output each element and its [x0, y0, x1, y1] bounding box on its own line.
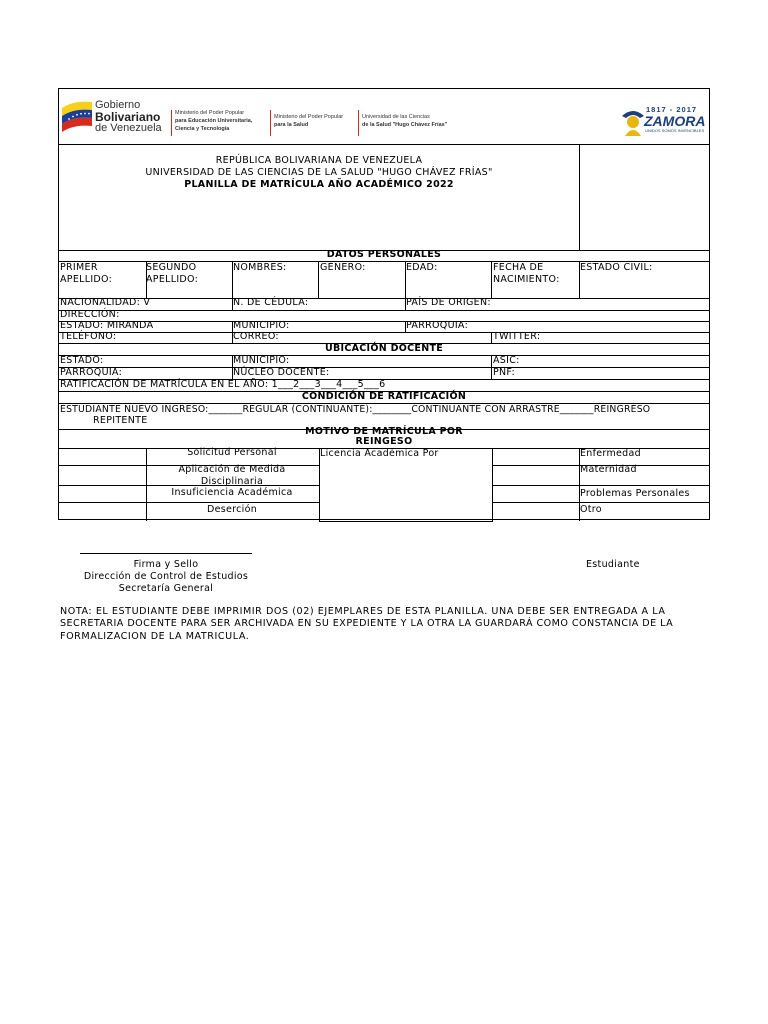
- label-genero: GÉNERO:: [320, 262, 366, 273]
- zamora-name: ZAMORA: [644, 113, 706, 129]
- firma-secretaria: Secretaría General: [118, 583, 214, 594]
- zamora-sub: UNIDOS SOMOS INVENCIBLES: [645, 128, 705, 133]
- label-nucleo: NÚCLEO DOCENTE:: [233, 367, 330, 378]
- zamora-years: 1817 - 2017: [646, 105, 698, 114]
- title-planilla: PLANILLA DE MATRÍCULA AÑO ACADÉMICO 2022: [184, 179, 454, 190]
- label-cedula: N. DE CÉDULA:: [233, 297, 309, 308]
- title-university: UNIVERSIDAD DE LAS CIENCIAS DE LA SALUD "HUGO CHÁVEZ FRÍAS": [145, 167, 493, 178]
- section-ubicacion-docente: UBICACIÓN DOCENTE: [324, 343, 444, 354]
- firma-direccion: Dirección de Control de Estudios: [83, 571, 249, 582]
- ministry2-line2: para la Salud: [274, 122, 309, 128]
- label-nacionalidad: NACIONALIDAD: V: [60, 297, 151, 308]
- label-segundo: SEGUNDO: [146, 262, 197, 273]
- motivo-insuficiencia: Insuficiencia Académica: [171, 487, 293, 498]
- nota-line1: NOTA: EL ESTUDIANTE DEBE IMPRIMIR DOS (02) EJEMPLARES DE ESTA PLANILLA. UNA DEBE SER ENTREGADA A LA: [60, 606, 666, 617]
- label-asic: ASIC:: [493, 355, 520, 366]
- motivo-aplicacion2: Disciplinaria: [200, 476, 264, 487]
- label-estado-civil: ESTADO CIVIL:: [580, 262, 653, 273]
- label-pais: PAÍS DE ORIGEN:: [406, 297, 491, 308]
- ministry1-line3: Ciencia y Tecnología: [175, 126, 230, 132]
- motivo-maternidad: Maternidad: [580, 464, 637, 475]
- label-ratificacion: RATIFICACIÓN DE MATRÍCULA EN EL AÑO: 1___2___3___4___5___6: [60, 379, 386, 390]
- label-twitter: TWITTER:: [493, 331, 541, 342]
- ministry1-line2: para Educación Universitaria,: [175, 118, 253, 124]
- motivo-solicitud: Solicitud Personal: [187, 447, 277, 458]
- motivo-aplicacion1: Aplicación de Medida: [178, 464, 286, 475]
- ministry1-line1: Ministerio del Poder Popular: [175, 110, 245, 116]
- label-primer: PRIMER: [60, 262, 98, 273]
- label-municipio: MUNICIPIO:: [233, 320, 290, 331]
- label-ub-estado: ESTADO:: [60, 355, 104, 366]
- motivo-problemas: Problemas Personales: [580, 488, 690, 499]
- label-parroquia: PARROQUIA:: [406, 320, 469, 331]
- section-condicion: CONDICIÓN DE RATIFICACIÓN: [301, 391, 467, 402]
- signature-line: [80, 553, 252, 554]
- label-edad: EDAD:: [406, 262, 438, 273]
- title-republic: REPÚBLICA BOLIVARIANA DE VENEZUELA: [215, 155, 423, 166]
- motivo-licencia: Licencia Académica Por: [320, 448, 439, 459]
- condicion-repitente: REPITENTE: [93, 415, 148, 426]
- nota-line3: FORMALIZACION DE LA MATRICULA.: [60, 631, 250, 642]
- firma-sello: Firma y Sello: [133, 559, 199, 570]
- label-ub-municipio: MUNICIPIO:: [233, 355, 290, 366]
- section-motivo-line1: MOTIVO DE MATRÍCULA POR: [305, 426, 463, 437]
- university-line2: de la Salud "Hugo Chávez Frías": [362, 122, 448, 128]
- label-nombres: NOMBRES:: [233, 262, 287, 273]
- condicion-options: ESTUDIANTE NUEVO INGRESO:_______REGULAR (CONTINUANTE):________CONTINUANTE CON ARRASTRE_______REINGRESO: [60, 404, 651, 415]
- label-nacimiento: NACIMIENTO:: [493, 274, 560, 285]
- label-ub-parroquia: PARROQUIA:: [60, 367, 123, 378]
- motivo-otro: Otro: [580, 504, 602, 515]
- label-direccion: DIRECCIÓN:: [60, 309, 120, 320]
- label-fecha: FECHA DE: [493, 262, 544, 273]
- label-correo: CORREO:: [233, 331, 279, 342]
- section-motivo-line2: REINGESO: [355, 436, 413, 447]
- gov-line3: de Venezuela: [95, 122, 162, 134]
- label-pnf: PNF:: [493, 367, 515, 378]
- label-estado: ESTADO: MIRANDA: [60, 320, 154, 331]
- motivo-desercion: Deserción: [206, 504, 258, 515]
- ministry2-line1: Ministerio del Poder Popular: [274, 114, 344, 120]
- label-telefono: TELÉFONO:: [60, 331, 117, 342]
- label-segundo-apellido: APELLIDO:: [146, 274, 199, 285]
- nota-line2: SECRETARIA DOCENTE PARA SER ARCHIVADA EN SU EXPEDIENTE Y LA OTRA LA GUARDARÁ COMO CONSTANCIA DE LA: [60, 618, 674, 629]
- label-primer-apellido: APELLIDO:: [60, 274, 113, 285]
- gov-line1: Gobierno: [95, 99, 141, 111]
- section-datos-personales: DATOS PERSONALES: [326, 249, 442, 260]
- gov-line2: Bolivariano: [95, 110, 161, 124]
- university-line1: Universidad de las Ciencias: [362, 114, 430, 120]
- firma-estudiante: Estudiante: [586, 559, 640, 570]
- motivo-enfermedad: Enfermedad: [580, 448, 641, 459]
